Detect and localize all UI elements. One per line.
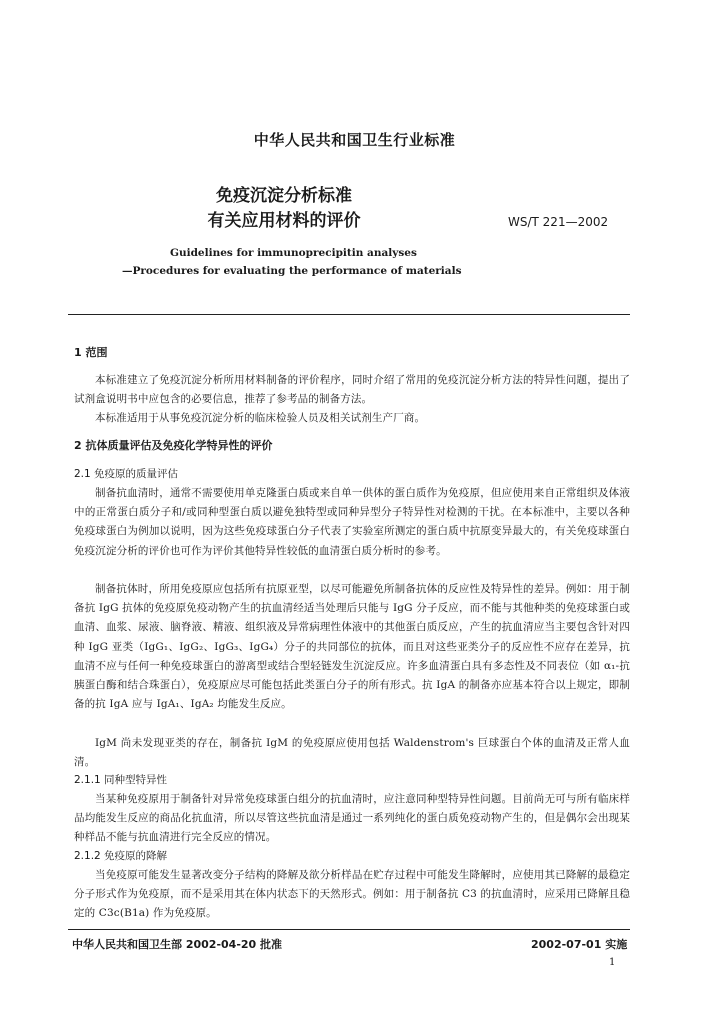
- header-divider: [68, 314, 630, 315]
- english-title-line-2: —Procedures for evaluating the performance of materials: [122, 265, 462, 277]
- title-line-2: 有关应用材料的评价: [207, 211, 361, 231]
- section-2-1-1-heading: 2.1.1 同种型特异性: [74, 774, 168, 786]
- issuing-body-header: 中华人民共和国卫生行业标准: [253, 131, 456, 149]
- section-2-1-2-heading: 2.1.2 免疫原的降解: [74, 850, 168, 862]
- title-line-1: 免疫沉淀分析标准: [216, 186, 352, 206]
- section-2-1-paragraph-3: IgM 尚未发现亚类的存在，制备抗 IgM 的免疫原应使用包括 Waldenstrom's 巨球蛋白个体的血清及正常人血清。: [74, 737, 630, 769]
- section-2-1-heading: 2.1 免疫原的质量评估: [74, 468, 179, 480]
- section-2-heading: 2 抗体质量评估及免疫化学特异性的评价: [74, 439, 273, 452]
- section-1-heading: 1 范围: [74, 346, 108, 359]
- section-2-1-2-paragraph: 当免疫原可能发生显著改变分子结构的降解及欲分析样品在贮存过程中可能发生降解时，应使用其已降解的最稳定分子形式作为免疫原，而不是采用其在体内状态下的天然形式。例如：用于制备抗 C3 的抗血清时，应采用已降解且稳定的 C3c(B1a) 作为免疫原。: [74, 869, 630, 920]
- section-1-paragraph-1: 本标准建立了免疫沉淀分析所用材料制备的评价程序，同时介绍了常用的免疫沉淀分析方法的特异性问题，提出了试剂盒说明书中应包含的必要信息，推荐了参考品的制备方法。: [74, 374, 630, 406]
- page-number: 1: [609, 957, 616, 968]
- section-2-1-paragraph-2: 制备抗体时，所用免疫原应包括所有抗原亚型，以尽可能避免所制备抗体的反应性及特异性的差异。例如：用于制备抗 IgG 抗体的免疫原免疫动物产生的抗血清经适当处理后只能与 IgG 分子反应，而不能与其他种类的免疫球蛋白或血清、血浆、尿液、脑脊液、精液、组织液及异常病理性体液中的其他蛋白质反应，产生的抗血清应当主要包含针对四种 IgG 亚类（IgG₁、IgG₂、IgG₃、IgG₄）分子的共同部位的抗体，而且对这些亚类分子的反应性不应存在差异，抗血清不应与任何一种免疫球蛋白的游离型或结合型轻链发生沉淀反应。许多血清蛋白具有多态性及不同表位（如 α₁-抗胰蛋白酶和结合珠蛋白），免疫原应尽可能包括此类蛋白分子的所有形式。抗 IgA 的制备亦应基本符合以上规定，即制备的抗 IgA 应与 IgA₁、IgA₂ 均能发生反应。: [74, 583, 630, 711]
- english-title-line-1: Guidelines for immunoprecipitin analyses: [170, 247, 417, 259]
- footer-divider: [68, 929, 630, 930]
- standard-number: WS/T 221—2002: [508, 215, 609, 229]
- section-2-1-paragraph-1: 制备抗血清时，通常不需要使用单克隆蛋白质或来自单一供体的蛋白质作为免疫原，但应使用来自正常组织及体液中的正常蛋白质分子和/或同种型蛋白质以避免独特型或同种异型分子特异性对检测的干扰。在本标准中，主要以各种免疫球蛋白为例加以说明，因为这些免疫球蛋白分子代表了实验室所测定的蛋白质中抗原变异最大的，有关免疫球蛋白免疫沉淀分析的评价也可作为评价其他特异性较低的血清蛋白质分析时的参考。: [74, 487, 630, 557]
- section-2-1-1-paragraph: 当某种免疫原用于制备针对异常免疫球蛋白组分的抗血清时，应注意同种型特异性问题。目前尚无可与所有临床样品均能发生反应的商品化抗血清，所以尽管这些抗血清是通过一系列纯化的蛋白质免疫动物产生的，但是偶尔会出现某种样品不能与抗血清进行完全反应的情况。: [74, 793, 630, 844]
- approval-date: 中华人民共和国卫生部 2002-04-20 批准: [72, 938, 283, 951]
- implementation-date: 2002-07-01 实施: [531, 938, 628, 951]
- section-1-paragraph-2: 本标准适用于从事免疫沉淀分析的临床检验人员及相关试剂生产厂商。: [95, 412, 426, 424]
